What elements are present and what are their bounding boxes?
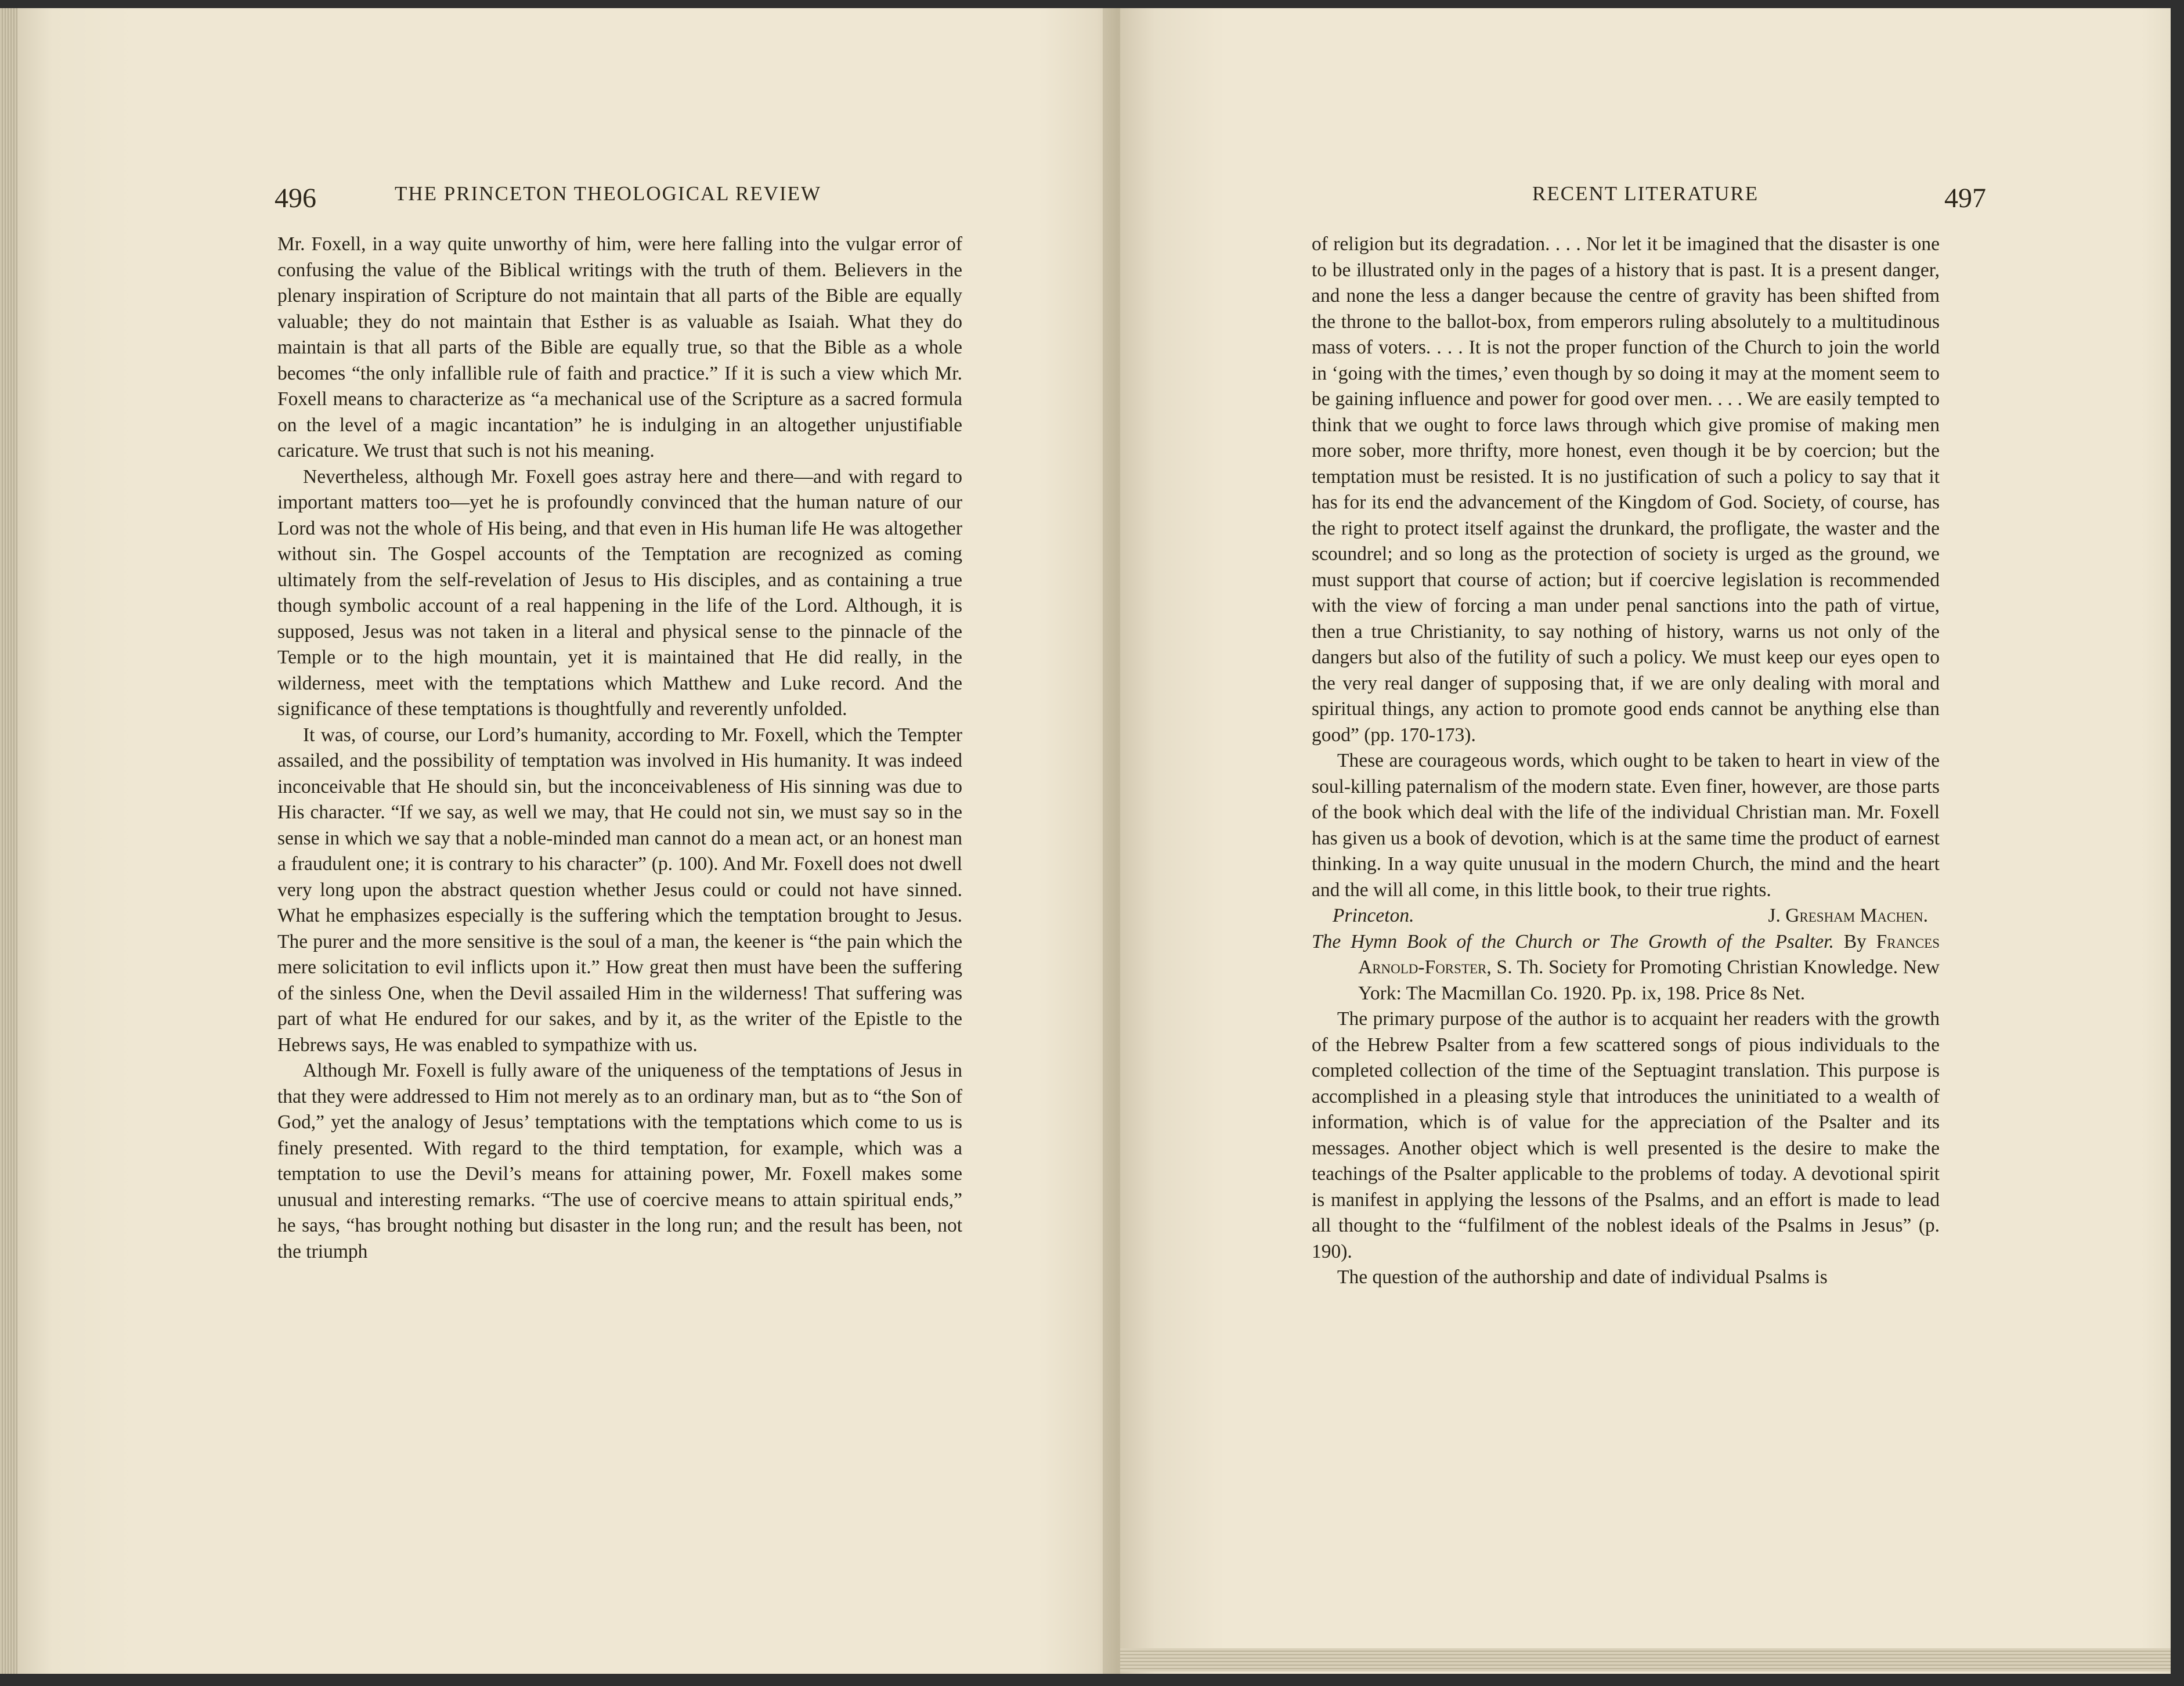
right-page: [1120, 8, 2171, 1674]
left-paragraph-4: Although Mr. Foxell is fully aware of the uniqueness of the temptations of Jesus in that they were addressed to Him not merely as to an ordinary man, but as to “the Son of God,” yet the analogy of Jesus’ temptations with the temptations which come to us is finely presented. With regard to the third temptation, for example, which was a temptation to use the Devil’s means for attaining power, Mr. Foxell makes some unusual and interesting remarks. “The use of coercive means to attain spiritual ends,” he says, “has brought nothing but disaster in the long run; and the result has been, not the triumph: [277, 1060, 962, 1262]
page-edges-bottom: [1120, 1648, 2171, 1671]
left-page: [17, 8, 1120, 1674]
left-page-number: 496: [275, 183, 316, 214]
citation-by: By: [1833, 930, 1876, 952]
citation-title: The Hymn Book of the Church or The Growth of the Psalter.: [1312, 930, 1834, 952]
page-edges-left: [0, 8, 17, 1674]
signature-name: J. Gresham Machen.: [1768, 905, 1928, 926]
signature-place: Princeton.: [1333, 905, 1414, 926]
right-text-column: [1312, 232, 1940, 1291]
book-citation: [1312, 929, 1940, 1007]
left-paragraph-3: It was, of course, our Lord’s humanity, according to Mr. Foxell, which the Tempter assailed, and the possibility of temptation was involved in His humanity. It was indeed inconceivable that He should sin, but the inconceivableness of His sinning was due to His character. “If we say, as well we may, that He could not sin, we must say so in the sense in which we say that a noble-minded man cannot do a mean act, or an honest man a fraudulent one; it is contrary to his character” (p. 100). And Mr. Foxell does not dwell very long upon the abstract question whether Jesus could or could not have sinned. What he emphasizes especially is the suffering which the temptation brought to Jesus. The purer and the more sensitive is the soul of a man, the keener is “the pain which the mere solicitation to evil inflicts upon it.” How great then must have been the suffering of the sinless One, when the Devil assailed Him in the wilderness! That suffering was part of what He endured for our sakes, and by it, as the writer of the Epistle to the Hebrews says, He was enabled to sympathize with us.: [277, 724, 962, 1056]
left-paragraph-1: Mr. Foxell, in a way quite unworthy of him, were here falling into the vulgar error of confusing the value of the Biblical writings with the truth of them. Believers in the plenary inspiration of Scripture do not maintain that all parts of the Bible are equally valuable; they do not maintain that Esther is as valuable as Isaiah. What they do maintain is that all parts of the Bible are equally true, so that the Bible as a whole becomes “the only infallible rule of faith and practice.” If it is such a view which Mr. Foxell means to characterize as “a mechanical use of the Scripture as a sacred formula on the level of a magic incantation” he is indulging in an altogether unjustifiable caricature. We trust that such is not his meaning.: [277, 233, 962, 461]
right-paragraph-3: The primary purpose of the author is to acquaint her readers with the growth of the Hebrew Psalter from a few scattered songs of pious individuals to the completed collection of the time of the Septuagint translation. This purpose is accomplished in a pleasing style that introduces the uninitiated to a wealth of information, which is of value for the appreciation of the Psalter and its messages. Another object which is well presented is the desire to make the teachings of the Psalter applicable to the problems of today. A devotional spirit is manifest in applying the lessons of the Psalms, and an effort is made to lead all thought to the “fulfilment of the noblest ideals of the Psalms in Jesus” (p. 190).: [1312, 1008, 1940, 1262]
right-running-head: RECENT LITERATURE: [1532, 182, 1759, 205]
citation-author: Frances Arnold-Forster: [1358, 930, 1940, 978]
review-signature: [1333, 903, 1940, 929]
right-page-number: 497: [1944, 183, 1986, 214]
right-paragraph-1: of religion but its degradation. . . . Nor let it be imagined that the disaster is one to be illustrated only in the pages of a history that is past. It is a present danger, and none the less a danger because the centre of gravity has been shifted from the throne to the ballot-box, from emperors ruling absolutely to a multitudinous mass of voters. . . . It is not the proper function of the Church to join the world in ‘going with the times,’ even though by so doing it may at the moment seem to be gaining influence and power for good over men. . . . We are easily tempted to think that we ought to force laws through which give promise of making men more sober, more thrifty, more honest, even though it be by coercion; but the temptation must be resisted. It is no justification of such a policy to say that it has for its end the advancement of the Kingdom of God. Society, of course, has the right to protect itself against the drunkard, the profligate, the waster and the scoundrel; and so long as the protection of society is urged as the ground, we must support that course of action; but if coercive legislation is recommended with the view of forcing a man under penal sanctions into the path of virtue, then a true Christianity, to say nothing of history, warns us not only of the dangers but also of the futility of such a policy. We must keep our eyes open to the very real danger of supposing that, if we are only dealing with moral and spiritual things, any action to promote good ends cannot be anything else than good” (pp. 170-173).: [1312, 233, 1940, 746]
left-paragraph-2: Nevertheless, although Mr. Foxell goes astray here and there—and with regard to important matters too—yet he is profoundly convinced that the human nature of our Lord was not the whole of His being, and that even in His human life He was altogether without sin. The Gospel accounts of the Temptation are recognized as coming ultimately from the self-revelation of Jesus to His disciples, and as containing a true though symbolic account of a real happening in the life of the Lord. Although, it is supposed, Jesus was not taken in a literal and physical sense to the pinnacle of the Temple or to the high mountain, yet it is maintained that He did really, in the wilderness, meet with the temptations which Matthew and Luke record. And the significance of these temptations is thoughtfully and reverently unfolded.: [277, 465, 962, 720]
left-text-column: [277, 232, 962, 1265]
citation-details: , S. Th. Society for Promoting Christian Knowledge. New York: The Macmillan Co. 1920. Pp. ix, 198. Price 8s Net.: [1358, 956, 1940, 1004]
right-paragraph-2: These are courageous words, which ought to be taken to heart in view of the soul-killing paternalism of the modern state. Even finer, however, are those parts of the book which deal with the life of the individual Christian man. Mr. Foxell has given us a book of devotion, which is at the same time the product of earnest thinking. In a way quite unusual in the modern Church, the mind and the heart and the will all come, in this little book, to their true rights.: [1312, 750, 1940, 901]
right-paragraph-4: The question of the authorship and date of individual Psalms is: [1337, 1266, 1828, 1288]
left-running-head: THE PRINCETON THEOLOGICAL REVIEW: [395, 182, 822, 205]
